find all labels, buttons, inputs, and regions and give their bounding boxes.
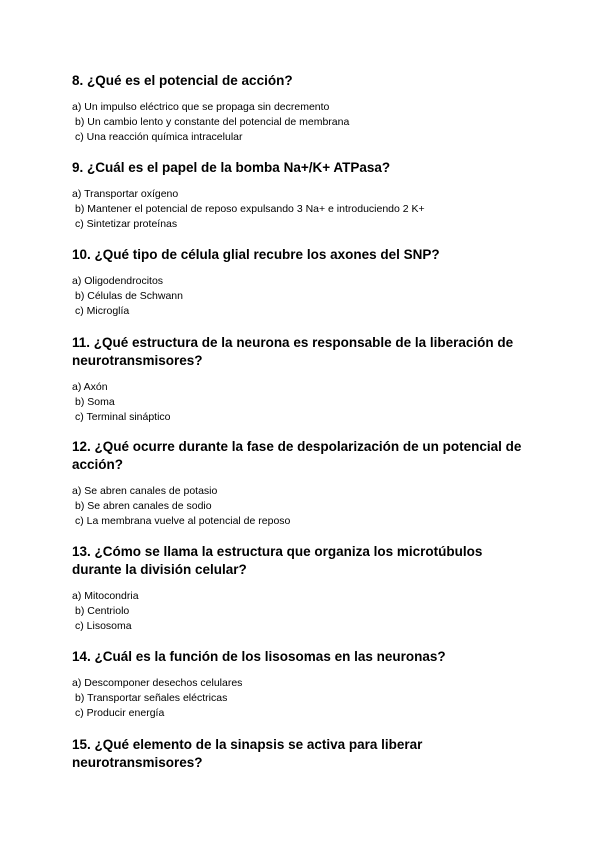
option-c: c) Lisosoma bbox=[75, 620, 132, 632]
option-a: a) Transportar oxígeno bbox=[72, 188, 179, 200]
options-list bbox=[72, 484, 532, 529]
option-b: b) Mantener el potencial de reposo expulsando 3 Na+ e introduciendo 2 K+ bbox=[75, 203, 425, 215]
question-13 bbox=[72, 543, 532, 634]
question-title: 13. ¿Cómo se llama la estructura que organiza los microtúbulos durante la división celular? bbox=[72, 544, 483, 577]
option-b: b) Soma bbox=[75, 396, 115, 408]
option-b: b) Se abren canales de sodio bbox=[75, 500, 212, 512]
options-list bbox=[72, 274, 532, 319]
question-9 bbox=[72, 159, 532, 232]
option-c: c) La membrana vuelve al potencial de reposo bbox=[75, 515, 291, 527]
options-list bbox=[72, 589, 532, 634]
option-c: c) Microglía bbox=[75, 305, 130, 317]
question-title: 10. ¿Qué tipo de célula glial recubre los axones del SNP? bbox=[72, 247, 440, 262]
option-a: a) Se abren canales de potasio bbox=[72, 485, 218, 497]
question-10 bbox=[72, 246, 532, 319]
question-title: 8. ¿Qué es el potencial de acción? bbox=[72, 73, 293, 88]
option-b: b) Un cambio lento y constante del potencial de membrana bbox=[75, 116, 350, 128]
option-b: b) Centriolo bbox=[75, 605, 130, 617]
option-a: a) Oligodendrocitos bbox=[72, 275, 164, 287]
question-12 bbox=[72, 438, 532, 529]
option-a: a) Mitocondria bbox=[72, 590, 139, 602]
question-title: 15. ¿Qué elemento de la sinapsis se activa para liberar neurotransmisores? bbox=[72, 737, 423, 770]
option-a: a) Descomponer desechos celulares bbox=[72, 677, 243, 689]
option-c: c) Una reacción química intracelular bbox=[75, 131, 243, 143]
question-title: 9. ¿Cuál es el papel de la bomba Na+/K+ ATPasa? bbox=[72, 160, 391, 175]
question-title: 11. ¿Qué estructura de la neurona es responsable de la liberación de neurotransmisores? bbox=[72, 335, 514, 368]
option-c: c) Terminal sináptico bbox=[75, 411, 171, 423]
option-c: c) Sintetizar proteínas bbox=[75, 218, 178, 230]
option-c: c) Producir energía bbox=[75, 707, 165, 719]
option-a: a) Un impulso eléctrico que se propaga sin decremento bbox=[72, 101, 330, 113]
question-11 bbox=[72, 334, 532, 425]
question-15 bbox=[72, 736, 532, 772]
option-b: b) Células de Schwann bbox=[75, 290, 183, 302]
options-list bbox=[72, 676, 532, 721]
options-list bbox=[72, 187, 532, 232]
question-title: 12. ¿Qué ocurre durante la fase de despolarización de un potencial de acción? bbox=[72, 439, 522, 472]
option-a: a) Axón bbox=[72, 381, 108, 393]
options-list bbox=[72, 100, 532, 145]
question-title: 14. ¿Cuál es la función de los lisosomas en las neuronas? bbox=[72, 649, 446, 664]
question-14 bbox=[72, 648, 532, 721]
question-8 bbox=[72, 72, 532, 145]
options-list bbox=[72, 380, 532, 425]
option-b: b) Transportar señales eléctricas bbox=[75, 692, 228, 704]
